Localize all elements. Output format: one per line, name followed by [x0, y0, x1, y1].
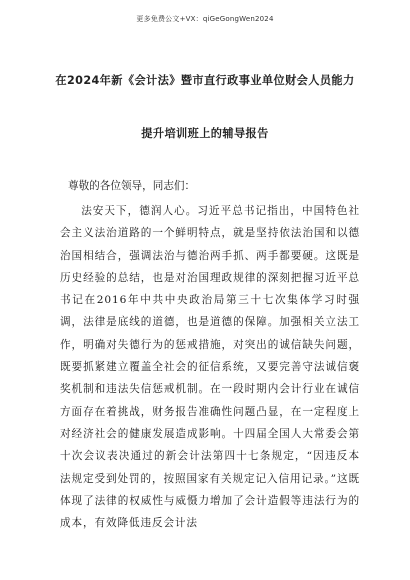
body-paragraph: 法安天下，德润人心。习近平总书记指出，中国特色社会主义法治道路的一个鲜明特点，就是坚持依法治国和以德治国相结合，强调法治与德治两手抓、两手都要硬。这既是历史经验的总结，也是对治国理政规律的深刻把握习近平总书记在2016年中共中央政治局第三十七次集体学习时强调，法律是底线的道德，也是道德的保障。加强相关立法工作，明确对失德行为的惩戒措施，对突出的诚信缺失问题，既要抓紧建立覆盖全社会的征信系统，又要完善守法诚信褒奖机制和违法失信惩戒机制。在一段时期内会计行业在诚信方面存在着挑战，财务报告准确性问题凸显，在一定程度上对经济社会的健康发展造成影响。十四届全国人大常委会第十次会议表决通过的新会计法第四十七条规定，“因违反本法规定受到处罚的，按照国家有关规定记入信用记录。”这既体现了法律的权威性与威慑力增加了会计造假等违法行为的成本，有效降低违反会计法 [60, 205, 360, 530]
document-title-line-1: 在2024年新《会计法》暨市直行政事业单位财会人员能力 [55, 74, 355, 87]
document-title-line-2: 提升培训班上的辅导报告 [141, 127, 269, 140]
salutation: 尊敬的各位领导，同志们： [68, 180, 196, 192]
header-note: 更多免费公文+VX：qiGeGongWen2024 [136, 15, 274, 23]
